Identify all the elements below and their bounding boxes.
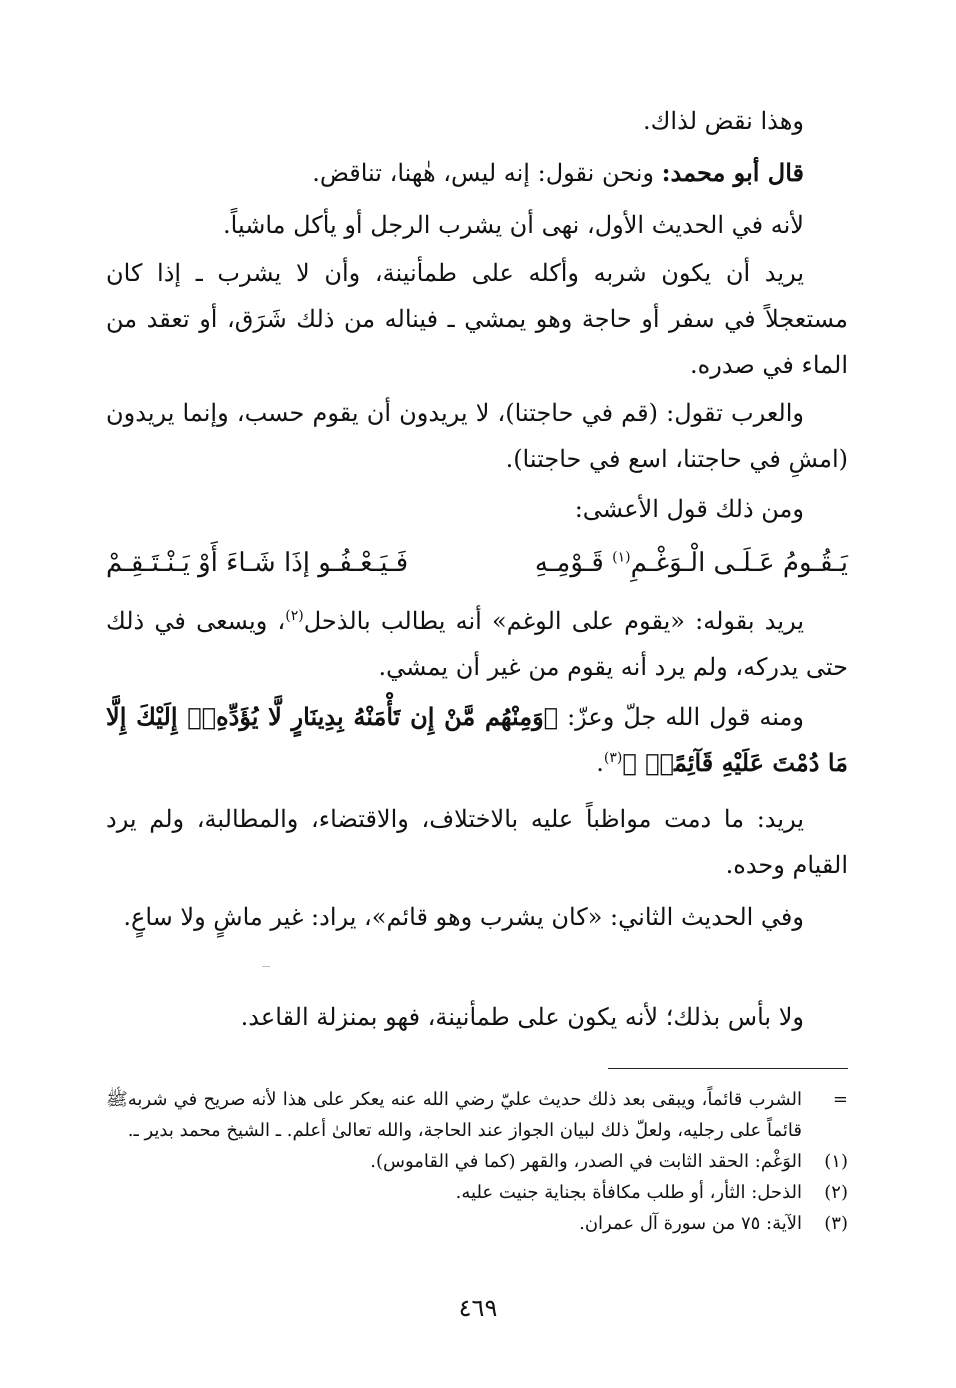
footnote-number: (٣)	[824, 1213, 848, 1234]
footnote-item	[106, 1146, 848, 1177]
paragraph-10	[106, 894, 848, 940]
footnote-ref-1: (١)	[612, 549, 631, 566]
footnote-item	[106, 1208, 848, 1239]
paragraph-8: ومنه قول الله جلّ وعزّ: ﴿وَمِنْهُم مَّنْ إِن تَأْمَنْهُ بِدِينَارٍ لَّا يُؤَدِّهِۦٓ إِلَيْكَ إِلَّا مَا دُمْتَ عَلَيْهِ قَآئِمًاۗ ﴾$^{(٣)}$.	[106, 702, 848, 777]
paragraph-11	[106, 994, 848, 1040]
paragraph-2	[106, 150, 848, 196]
footnotes	[106, 1084, 848, 1239]
footnote-continuation	[106, 1084, 848, 1146]
footnote-divider	[608, 1068, 848, 1069]
footnote-text: الذحل: الثأر، أو طلب مكافأة بجناية جنيت عليه.	[455, 1182, 802, 1203]
footnote-number: (١)	[824, 1151, 848, 1172]
paragraph-text: لأنه في الحديث الأول، نهى أن يشرب الرجل أو يأكل ماشياً.	[223, 211, 804, 239]
footnote-cont-mark: =	[832, 1089, 848, 1110]
page-number: ٤٦٩	[458, 1294, 498, 1322]
quran-quote: ﴿وَمِنْهُم مَّنْ إِن تَأْمَنْهُ بِدِينَارٍ لَّا يُؤَدِّهِۦٓ إِلَيْكَ إِلَّا مَا دُمْتَ عَلَيْهِ قَآئِمًاۗ ﴾	[106, 702, 848, 777]
paragraph-text: وهذا نقض لذاك.	[643, 107, 804, 135]
footnote-text: الشرب قائماً، ويبقى بعد ذلك حديث عليّ رضي الله عنه يعكر على هذا لأنه صريح في شربهﷺ قائماً على رجليه، ولعلّ ذلك لبيان الجواز عند الحاجة، والله تعالىٰ أعلم. ـ الشيخ محمد بدير ـ.	[106, 1089, 802, 1141]
verse-first-hemistich: يَـقُـومُ عَـلَـى الْـوَغْـمِ$^{(١)}$ قَـوْمِـهِ	[534, 548, 848, 578]
paragraph-5	[106, 390, 848, 482]
paragraph-3	[106, 202, 848, 248]
footnote-ref-2: (٢)	[285, 608, 304, 624]
paragraph-6	[106, 486, 848, 532]
poetry-verse	[106, 540, 848, 586]
paragraph-text: وفي الحديث الثاني: «كان يشرب وهو قائم»، يراد: غير ماشٍ ولا ساعٍ.	[123, 903, 804, 931]
footnote-number: (٢)	[824, 1182, 848, 1203]
paragraph-9	[106, 796, 848, 888]
paragraph-4	[106, 250, 848, 388]
paragraph-text: والعرب تقول: (قم في حاجتنا)، لا يريدون أن يقوم حسب، وإنما يريدون (امشِ في حاجتنا، اسع في حاجتنا).	[106, 399, 848, 473]
verse-second-hemistich: فَـيَـعْـفُـو إذَا شَـاءَ أَوْ يَـنْـتَـقِـمْ	[106, 548, 409, 578]
paragraph-text: ومن ذلك قول الأعشى:	[574, 495, 804, 523]
footnote-text: الوَغْم: الحقد الثابت في الصدر، والقهر (كما في القاموس).	[370, 1151, 802, 1172]
footnote-item	[106, 1177, 848, 1208]
paragraph-text: ومنه قول الله جلّ وعزّ:	[558, 703, 804, 731]
paragraph-text: يريد بقوله: «يقوم على الوغم» أنه يطالب بالذحل	[303, 607, 804, 635]
paragraph-text: يريد: ما دمت مواظباً عليه بالاختلاف، والاقتضاء، والمطالبة، ولم يرد القيام وحده.	[106, 805, 848, 879]
paragraph-7	[106, 598, 848, 690]
paragraph-text-cont: ، ويسعى في ذلك حتى يدركه، ولم يرد أنه يقوم من غير أن يمشي.	[106, 607, 848, 681]
paragraph-text: ونحن نقول: إنه ليس، هٰهنا، تناقض.	[312, 159, 662, 187]
paragraph-text: يريد أن يكون شربه وأكله على طمأنينة، وأن لا يشرب ـ إذا كان مستعجلاً في سفر أو حاجة وهو يمشي ـ فيناله من ذلك شَرَق، أو تعقد من الماء في صدره.	[106, 259, 848, 379]
footnote-text: الآية: ٧٥ من سورة آل عمران.	[579, 1213, 802, 1234]
print-speck	[262, 966, 270, 967]
paragraph-text: ولا بأس بذلك؛ لأنه يكون على طمأنينة، فهو بمنزلة القاعد.	[240, 1003, 804, 1031]
paragraph-1	[106, 98, 848, 144]
footnote-ref-3: (٣)	[603, 750, 623, 766]
speaker-label: قال أبو محمد:	[661, 158, 804, 187]
